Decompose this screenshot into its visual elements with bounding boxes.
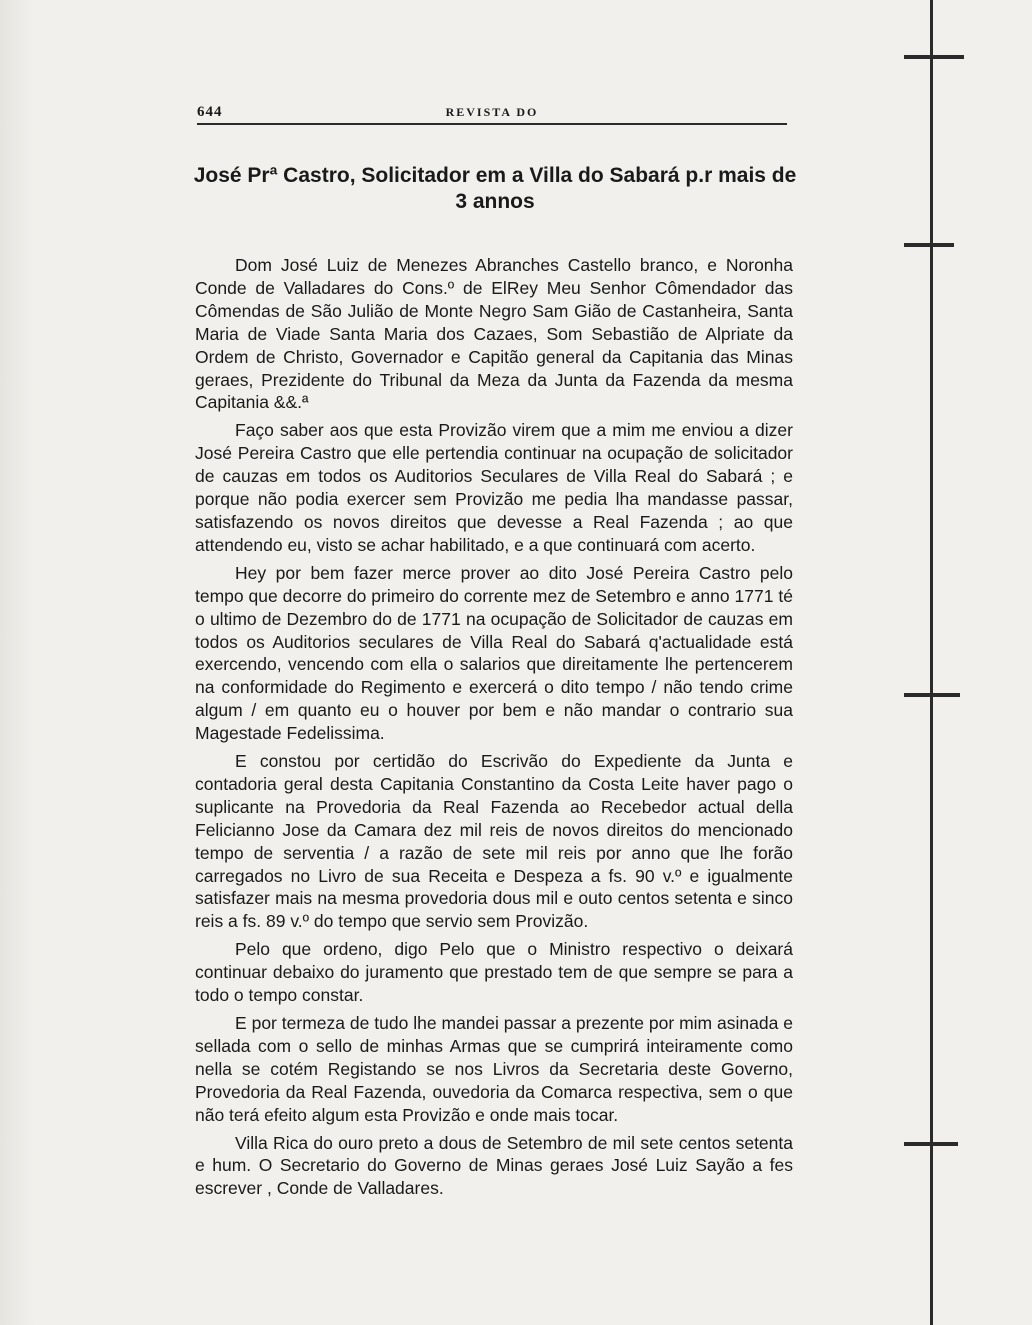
paragraph: Faço saber aos que esta Provizão virem que a mim me enviou a dizer José Pereira Castro que elle pertendia continuar na ocupação de solicitador de cauzas em todos os Auditorios Seculares de Villa Real do Sabará ; e porque não podia exercer sem Provizão me pedia lha mandasse passar, satisfazendo os novos direitos que devesse a Real Fazenda ; ao que attendendo eu, visto se achar habilitado, e a que continuará com acerto.: [195, 420, 793, 555]
paragraph: Hey por bem fazer merce prover ao dito José Pereira Castro pelo tempo que decorre do primeiro do corrente mez de Setembro e anno 1771 té o ultimo de Dezembro do de 1771 na ocupação de Solicitador de cauzas em todos os Auditorios seculares de Villa Real do Sabará q'actualidade está exercendo, vencendo com ella o salarios que direitamente lhe pertencerem na conformidade do Regimento e exercerá o dito tempo / não tendo crime algum / em quanto eu o houver por bem e não mandar o contrario sua Magestade Fedelissima.: [195, 562, 793, 744]
scan-left-margin: [0, 0, 34, 1325]
scan-edge-mark: [904, 1142, 958, 1146]
paragraph-closing: Villa Rica do ouro preto a dous de Setembro de mil sete centos setenta e hum. O Secretario do Governo de Minas geraes José Luiz Sayão a fes escrever , Conde de Valladares.: [195, 1132, 793, 1199]
document-body: [195, 254, 793, 1205]
scan-edge-mark: [904, 243, 954, 247]
scan-edge-mark: [904, 55, 964, 59]
journal-title: REVISTA DO: [445, 105, 539, 119]
paragraph: E constou por certidão do Escrivão do Expediente da Junta e contadoria geral desta Capitania Constantino da Costa Leite haver pago o suplicante na Provedoria da Real Fazenda ao Recebedor actual della Felicianno Jose da Camara dez mil reis de novos direitos do mencionado tempo de serventia / a razão de sete mil reis por anno que lhe forão carregados no Livro de sua Receita e Despeza a fs. 90 v.º e igualmente satisfazer mais na mesma provedoria dous mil e outo centos setenta e sinco reis a fs. 89 v.º do tempo que servio sem Provizão.: [195, 751, 793, 932]
document-heading: José Prª Castro, Solicitador em a Villa do Sabará p.r mais de 3 annos: [193, 164, 797, 213]
running-head: [197, 101, 787, 125]
page-number: 644: [197, 104, 223, 120]
scan-right-border: [930, 0, 933, 1325]
paragraph-preamble: Dom José Luiz de Menezes Abranches Castello branco, e Noronha Conde de Valladares do Cons.º de ElRey Meu Senhor Cômendador das Cômendas de São Julião de Monte Negro Sam Gião de Castanheira, Santa Maria de Viade Santa Maria dos Cazaes, Som Sebastião de Alpriate da Ordem de Christo, Governador e Capitão general da Capitania das Minas geraes, Prezidente do Tribunal da Meza da Junta da Fazenda da mesma Capitania &&.ª: [195, 255, 793, 413]
paragraph: E por termeza de tudo lhe mandei passar a prezente por mim asinada e sellada com o sello de minhas Armas que se cumprirá inteiramente como nella se cotém Registando se nos Livros da Secretaria deste Governo, Provedoria da Real Fazenda, ouvedoria da Comarca respectiva, sem o que não terá efeito algum esta Provizão e onde mais tocar.: [195, 1013, 793, 1125]
paragraph: Pelo que ordeno, digo Pelo que o Ministro respectivo o deixará continuar debaixo do juramento que prestado tem de que sempre se para a todo o tempo constar.: [195, 939, 793, 1006]
scan-edge-mark: [904, 693, 960, 697]
